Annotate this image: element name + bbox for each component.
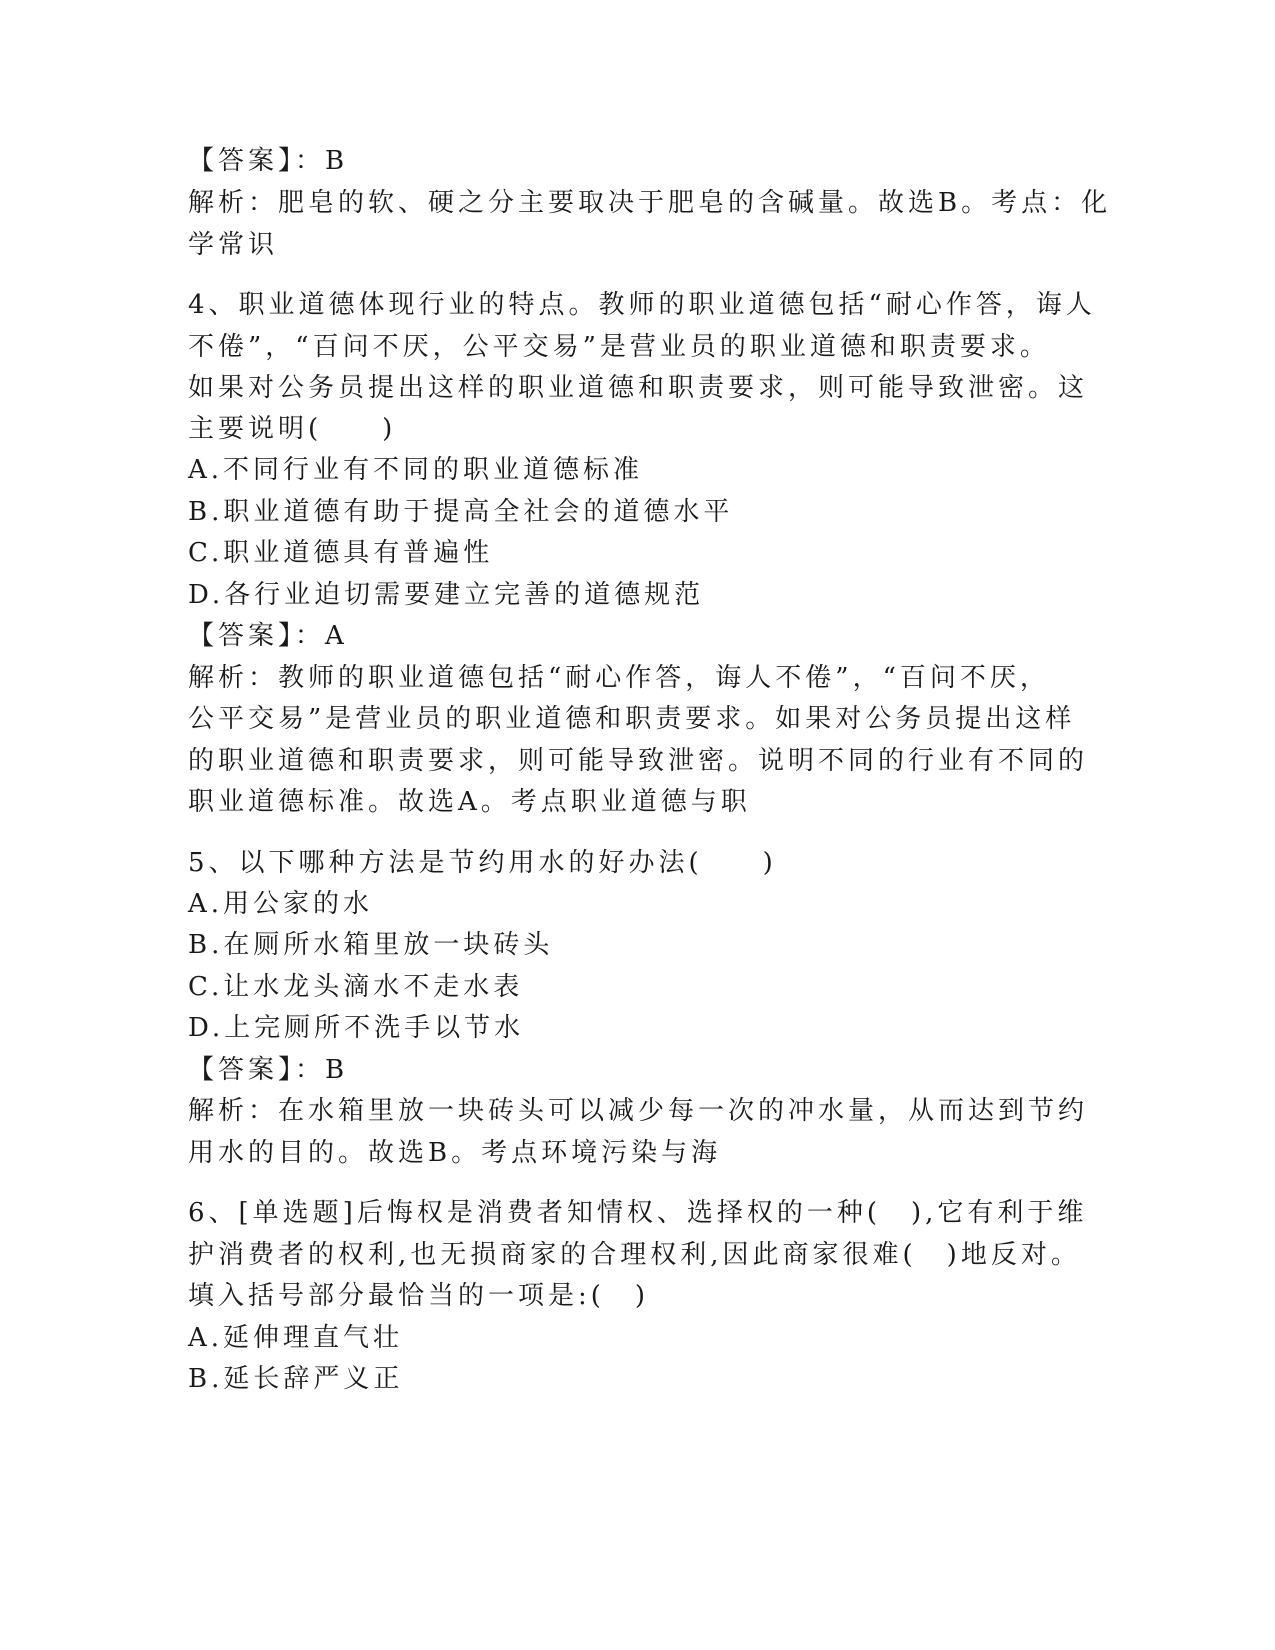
explanation-line: 解析：教师的职业道德包括“耐心作答，诲人不倦”，“百问不厌， [188,663,1050,693]
question-line: 填入括号部分最恰当的一项是:( ) [188,1281,650,1311]
question-line: 5、以下哪种方法是节约用水的好办法( ) [188,848,777,878]
option-b: B.职业道德有助于提高全社会的道德水平 [188,497,734,527]
answer-label: 【答案】：A [188,621,348,651]
question-line: 6、[单选题]后悔权是消费者知情权、选择权的一种( ),它有利于维 [188,1198,1088,1228]
explanation-line: 解析：肥皂的软、硬之分主要取决于肥皂的含碱量。故选B。考点：化 [188,188,1112,218]
question-line: 4、职业道德体现行业的特点。教师的职业道德包括“耐心作答，诲人 [188,290,1096,320]
explanation-line: 公平交易”是营业员的职业道德和职责要求。如果对公务员提出这样 [188,704,1076,734]
option-a: A.不同行业有不同的职业道德标准 [188,455,644,485]
option-b: B.在厕所水箱里放一块砖头 [188,930,554,960]
question-line: 护消费者的权利,也无损商家的合理权利,因此商家很难( )地反对。 [188,1240,1081,1270]
explanation-line: 学常识 [188,230,279,260]
explanation-line: 解析：在水箱里放一块砖头可以减少每一次的冲水量，从而达到节约 [188,1096,1089,1126]
option-a: A.用公家的水 [188,889,374,919]
question-line: 主要说明( ) [188,414,397,444]
explanation-line: 职业道德标准。故选A。考点职业道德与职 [188,787,751,817]
answer-label: 【答案】：B [188,1055,349,1085]
option-c: C.职业道德具有普遍性 [188,538,494,568]
option-d: D.上完厕所不洗手以节水 [188,1013,525,1043]
option-a: A.延伸理直气壮 [188,1323,404,1353]
option-c: C.让水龙头滴水不走水表 [188,972,524,1002]
option-b: B.延长辞严义正 [188,1364,404,1394]
explanation-line: 的职业道德和职责要求，则可能导致泄密。说明不同的行业有不同的 [188,746,1089,776]
explanation-line: 用水的目的。故选B。考点环境污染与海 [188,1138,722,1168]
answer-label: 【答案】：B [188,146,349,176]
option-d: D.各行业迫切需要建立完善的道德规范 [188,580,705,610]
question-line: 不倦”，“百问不厌，公平交易”是营业员的职业道德和职责要求。 [188,332,1050,362]
question-line: 如果对公务员提出这样的职业道德和职责要求，则可能导致泄密。这 [188,373,1089,403]
